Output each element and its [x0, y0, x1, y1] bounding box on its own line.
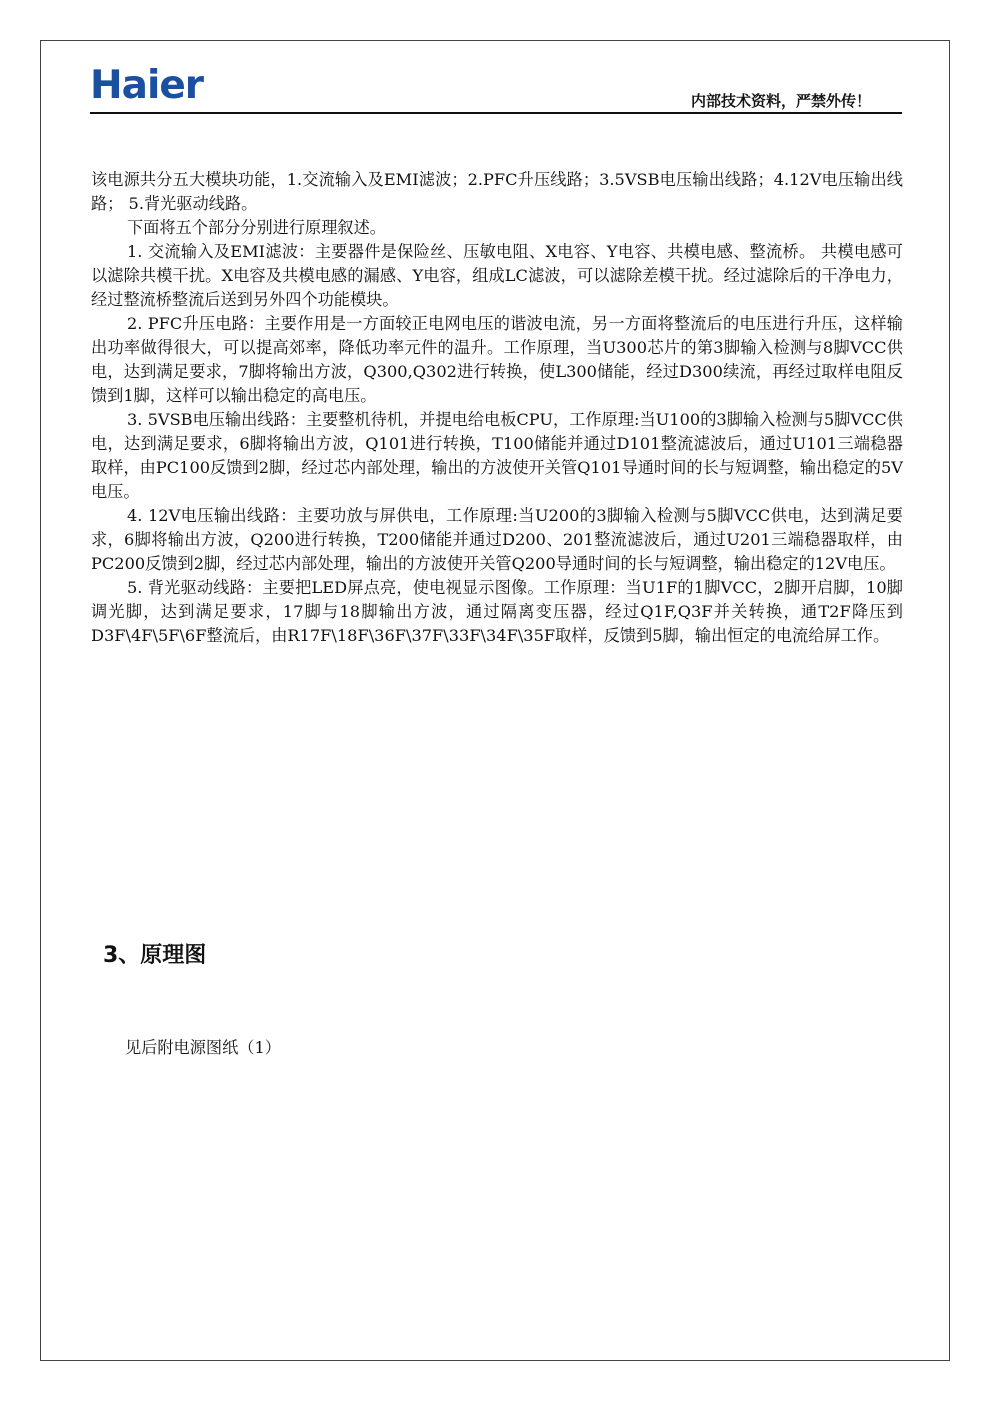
pfc-boost-paragraph: 2. PFC升压电路：主要作用是一方面较正电网电压的谐波电流，另一方面将整流后的电压进行升压，这样输出功率做得很大，可以提高郊率，降低功率元件的温升。工作原理，当U300芯片的第3脚输入检测与8脚VCC供电，达到满足要求，7脚将输出方波，Q300,Q302进行转换，使L300储能，经过D300续流，再经过取样电阻反馈到1脚，这样可以输出稳定的高电压。 — [91, 314, 903, 405]
ac-input-emi-paragraph: 1. 交流输入及EMI滤波：主要器件是保险丝、压敏电阻、X电容、Y电容、共模电感、整流桥。 共模电感可以滤除共模干扰。X电容及共模电感的漏感、Y电容，组成LC滤波，可以滤除差模干扰。经过滤除后的干净电力，经过整流桥整流后送到另外四个功能模块。 — [91, 242, 903, 309]
section-heading-schematic: 3、原理图 — [103, 943, 207, 968]
intro-paragraph: 该电源共分五大模块功能，1.交流输入及EMI滤波；2.PFC升压线路；3.5VSB电压输出线路；4.12V电压输出线路； 5.背光驱动线路。 — [91, 170, 903, 213]
haier-logo: Haier — [90, 63, 204, 108]
5vsb-output-paragraph: 3. 5VSB电压输出线路：主要整机待机，并提电给电板CPU，工作原理:当U100的3脚输入检测与5脚VCC供电，达到满足要求，6脚将输出方波，Q101进行转换，T100储能并通过D101整流滤波后，通过U101三端稳器取样，由PC100反馈到2脚，经过芯内部处理，输出的方波使开关管Q101导通时间的长与短调整，输出稳定的5V电压。 — [91, 410, 903, 501]
document-body — [91, 168, 903, 648]
overview-paragraph: 下面将五个部分分别进行原理叙述。 — [127, 218, 386, 237]
header-divider — [90, 112, 902, 114]
schematic-reference-note: 见后附电源图纸（1） — [125, 1038, 281, 1057]
confidential-note: 内部技术资料，严禁外传！ — [690, 92, 871, 110]
12v-output-paragraph: 4. 12V电压输出线路：主要功放与屏供电，工作原理:当U200的3脚输入检测与5脚VCC供电，达到满足要求，6脚将输出方波，Q200进行转换，T200储能并通过D200、201整流滤波后，通过U201三端稳器取样，由PC200反馈到2脚，经过芯内部处理，输出的方波使开关管Q200导通时间的长与短调整，输出稳定的12V电压。 — [91, 506, 903, 573]
backlight-driver-paragraph: 5. 背光驱动线路：主要把LED屏点亮，使电视显示图像。工作原理：当U1F的1脚VCC，2脚开启脚，10脚调光脚，达到满足要求，17脚与18脚输出方波，通过隔离变压器，经过Q1F,Q3F并关转换，通T2F降压到D3F\4F\5F\6F整流后，由R17F\18F\36F\37F\33F\34F\35F取样，反馈到5脚，输出恒定的电流给屏工作。 — [91, 578, 903, 645]
